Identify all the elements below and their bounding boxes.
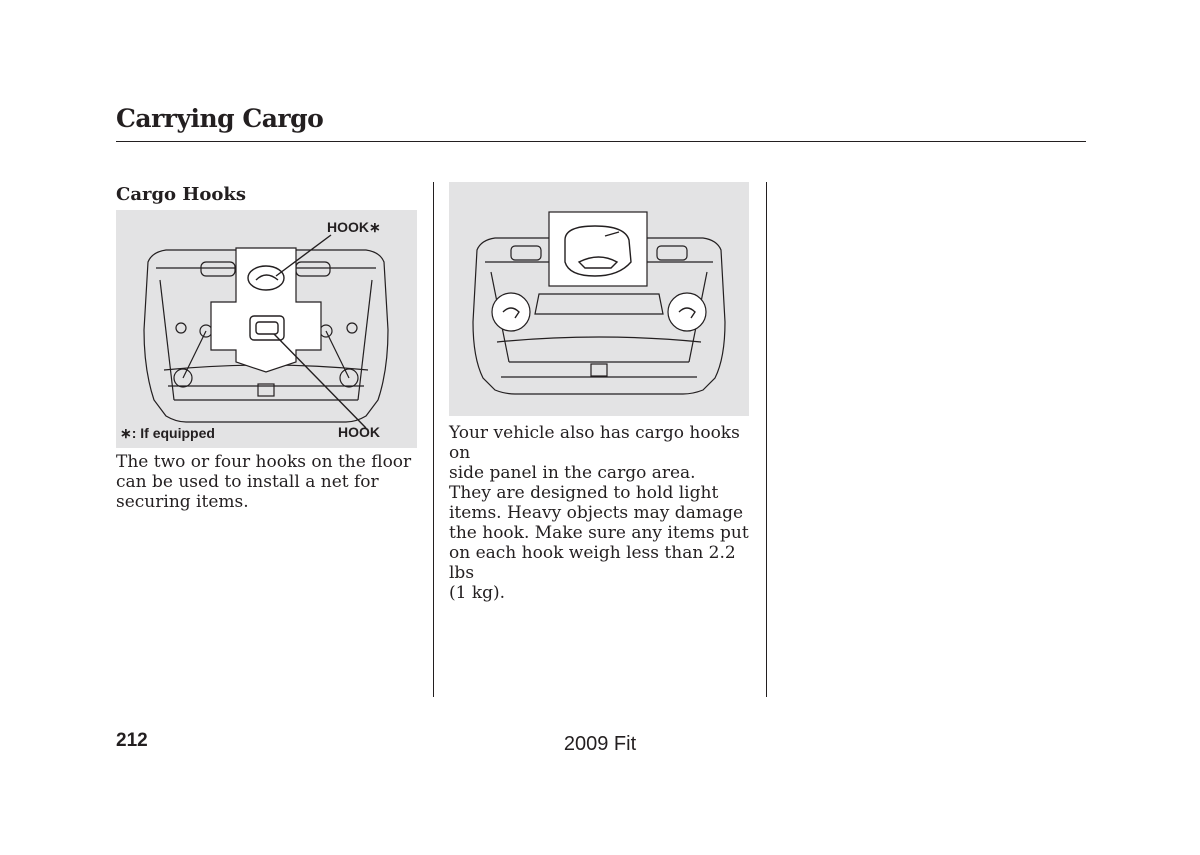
side-panel-cargo-hooks-illustration bbox=[449, 182, 749, 416]
page-title: Carrying Cargo bbox=[116, 104, 324, 133]
hook-optional-label: HOOK∗ bbox=[327, 219, 381, 235]
text-line: Your vehicle also has cargo hooks on bbox=[449, 423, 740, 463]
floor-hooks-description bbox=[116, 452, 416, 512]
text-line: can be used to install a net for bbox=[116, 472, 379, 492]
text-line: securing items. bbox=[116, 492, 249, 512]
floor-cargo-hooks-illustration bbox=[116, 210, 417, 448]
column-divider-left bbox=[433, 182, 434, 697]
page-number: 212 bbox=[116, 730, 148, 751]
column-divider-right bbox=[766, 182, 767, 697]
text-line: on each hook weigh less than 2.2 lbs bbox=[449, 543, 736, 583]
text-line: the hook. Make sure any items put bbox=[449, 523, 749, 543]
hook-label: HOOK bbox=[338, 424, 380, 440]
section-heading: Cargo Hooks bbox=[116, 184, 246, 205]
title-divider bbox=[116, 141, 1086, 142]
side-hooks-description bbox=[449, 423, 754, 603]
text-line: (1 kg). bbox=[449, 583, 506, 603]
text-line: side panel in the cargo area. bbox=[449, 463, 696, 483]
text-line: The two or four hooks on the floor bbox=[116, 452, 412, 472]
text-line: items. Heavy objects may damage bbox=[449, 503, 744, 523]
if-equipped-footnote: ∗: If equipped bbox=[120, 425, 215, 441]
text-line: They are designed to hold light bbox=[449, 483, 719, 503]
cargo-area-floor-drawing bbox=[116, 210, 417, 448]
cargo-area-side-drawing bbox=[449, 182, 749, 416]
footer-model: 2009 Fit bbox=[563, 733, 637, 755]
